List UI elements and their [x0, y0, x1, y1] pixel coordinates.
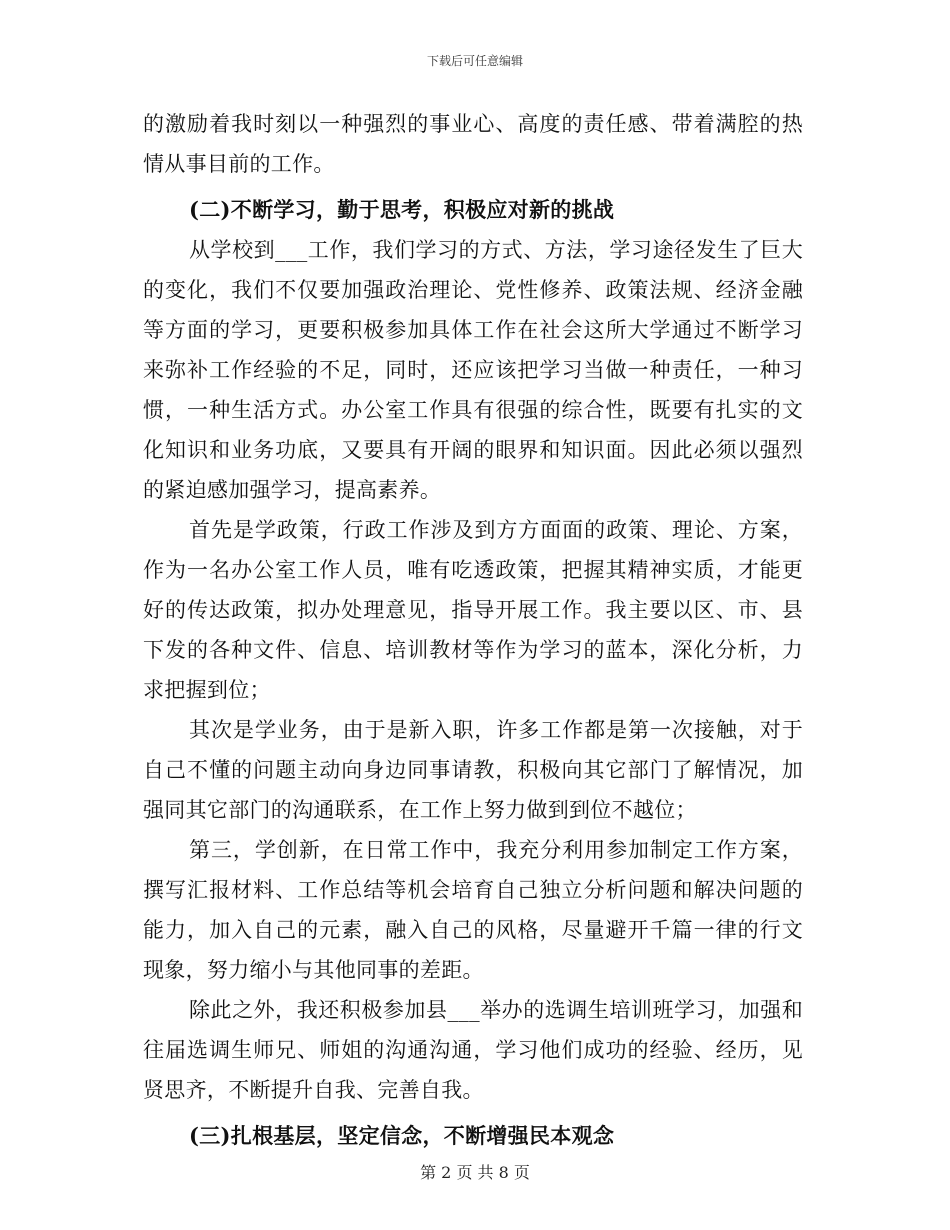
- paragraph-innovation: 第三，学创新，在日常工作中，我充分利用参加制定工作方案，撰写汇报材料、工作总结等机会培育自己独立分析问题和解决问题的能力，加入自己的元素，融入自己的风格，尽量避开千篇一律的行文现象，努力缩小与其他同事的差距。: [143, 838, 803, 982]
- section-heading-2: (二)不断学习，勤于思考，积极应对新的挑战: [189, 197, 615, 222]
- section-heading-3: (三)扎根基层，坚定信念，不断增强民本观念: [189, 1123, 615, 1148]
- paragraph-intro: 的激励着我时刻以一种强烈的事业心、高度的责任感、带着满腔的热情从事目前的工作。: [143, 112, 803, 176]
- paragraph-business: 其次是学业务，由于是新入职，许多工作都是第一次接触，对于自己不懂的问题主动向身边同事请教，积极向其它部门了解情况，加强同其它部门的沟通联系，在工作上努力做到到位不越位；: [143, 718, 803, 822]
- page-header: 下载后可任意编辑: [426, 54, 523, 68]
- page-number: 第 2 页 共 8 页: [420, 1163, 530, 1182]
- paragraph-policy: 首先是学政策，行政工作涉及到方方面面的政策、理论、方案，作为一名办公室工作人员，唯有吃透政策，把握其精神实质，才能更好的传达政策，拟办处理意见，指导开展工作。我主要以区、市、县下发的各种文件、信息、培训教材等作为学习的蓝本，深化分析，力求把握到位；: [143, 518, 803, 702]
- paragraph-training: 除此之外，我还积极参加县___举办的选调生培训班学习，加强和往届选调生师兄、师姐的沟通沟通，学习他们成功的经验、经历，见贤思齐，不断提升自我、完善自我。: [143, 998, 803, 1102]
- paragraph-learning: 从学校到___工作，我们学习的方式、方法，学习途径发生了巨大的变化，我们不仅要加强政治理论、党性修养、政策法规、经济金融等方面的学习，更要积极参加具体工作在社会这所大学通过不断学习来弥补工作经验的不足，同时，还应该把学习当做一种责任，一种习惯，一种生活方式。办公室工作具有很强的综合性，既要有扎实的文化知识和业务功底，又要具有开阔的眼界和知识面。因此必须以强烈的紧迫感加强学习，提高素养。: [143, 238, 803, 502]
- document-body: [143, 104, 803, 1156]
